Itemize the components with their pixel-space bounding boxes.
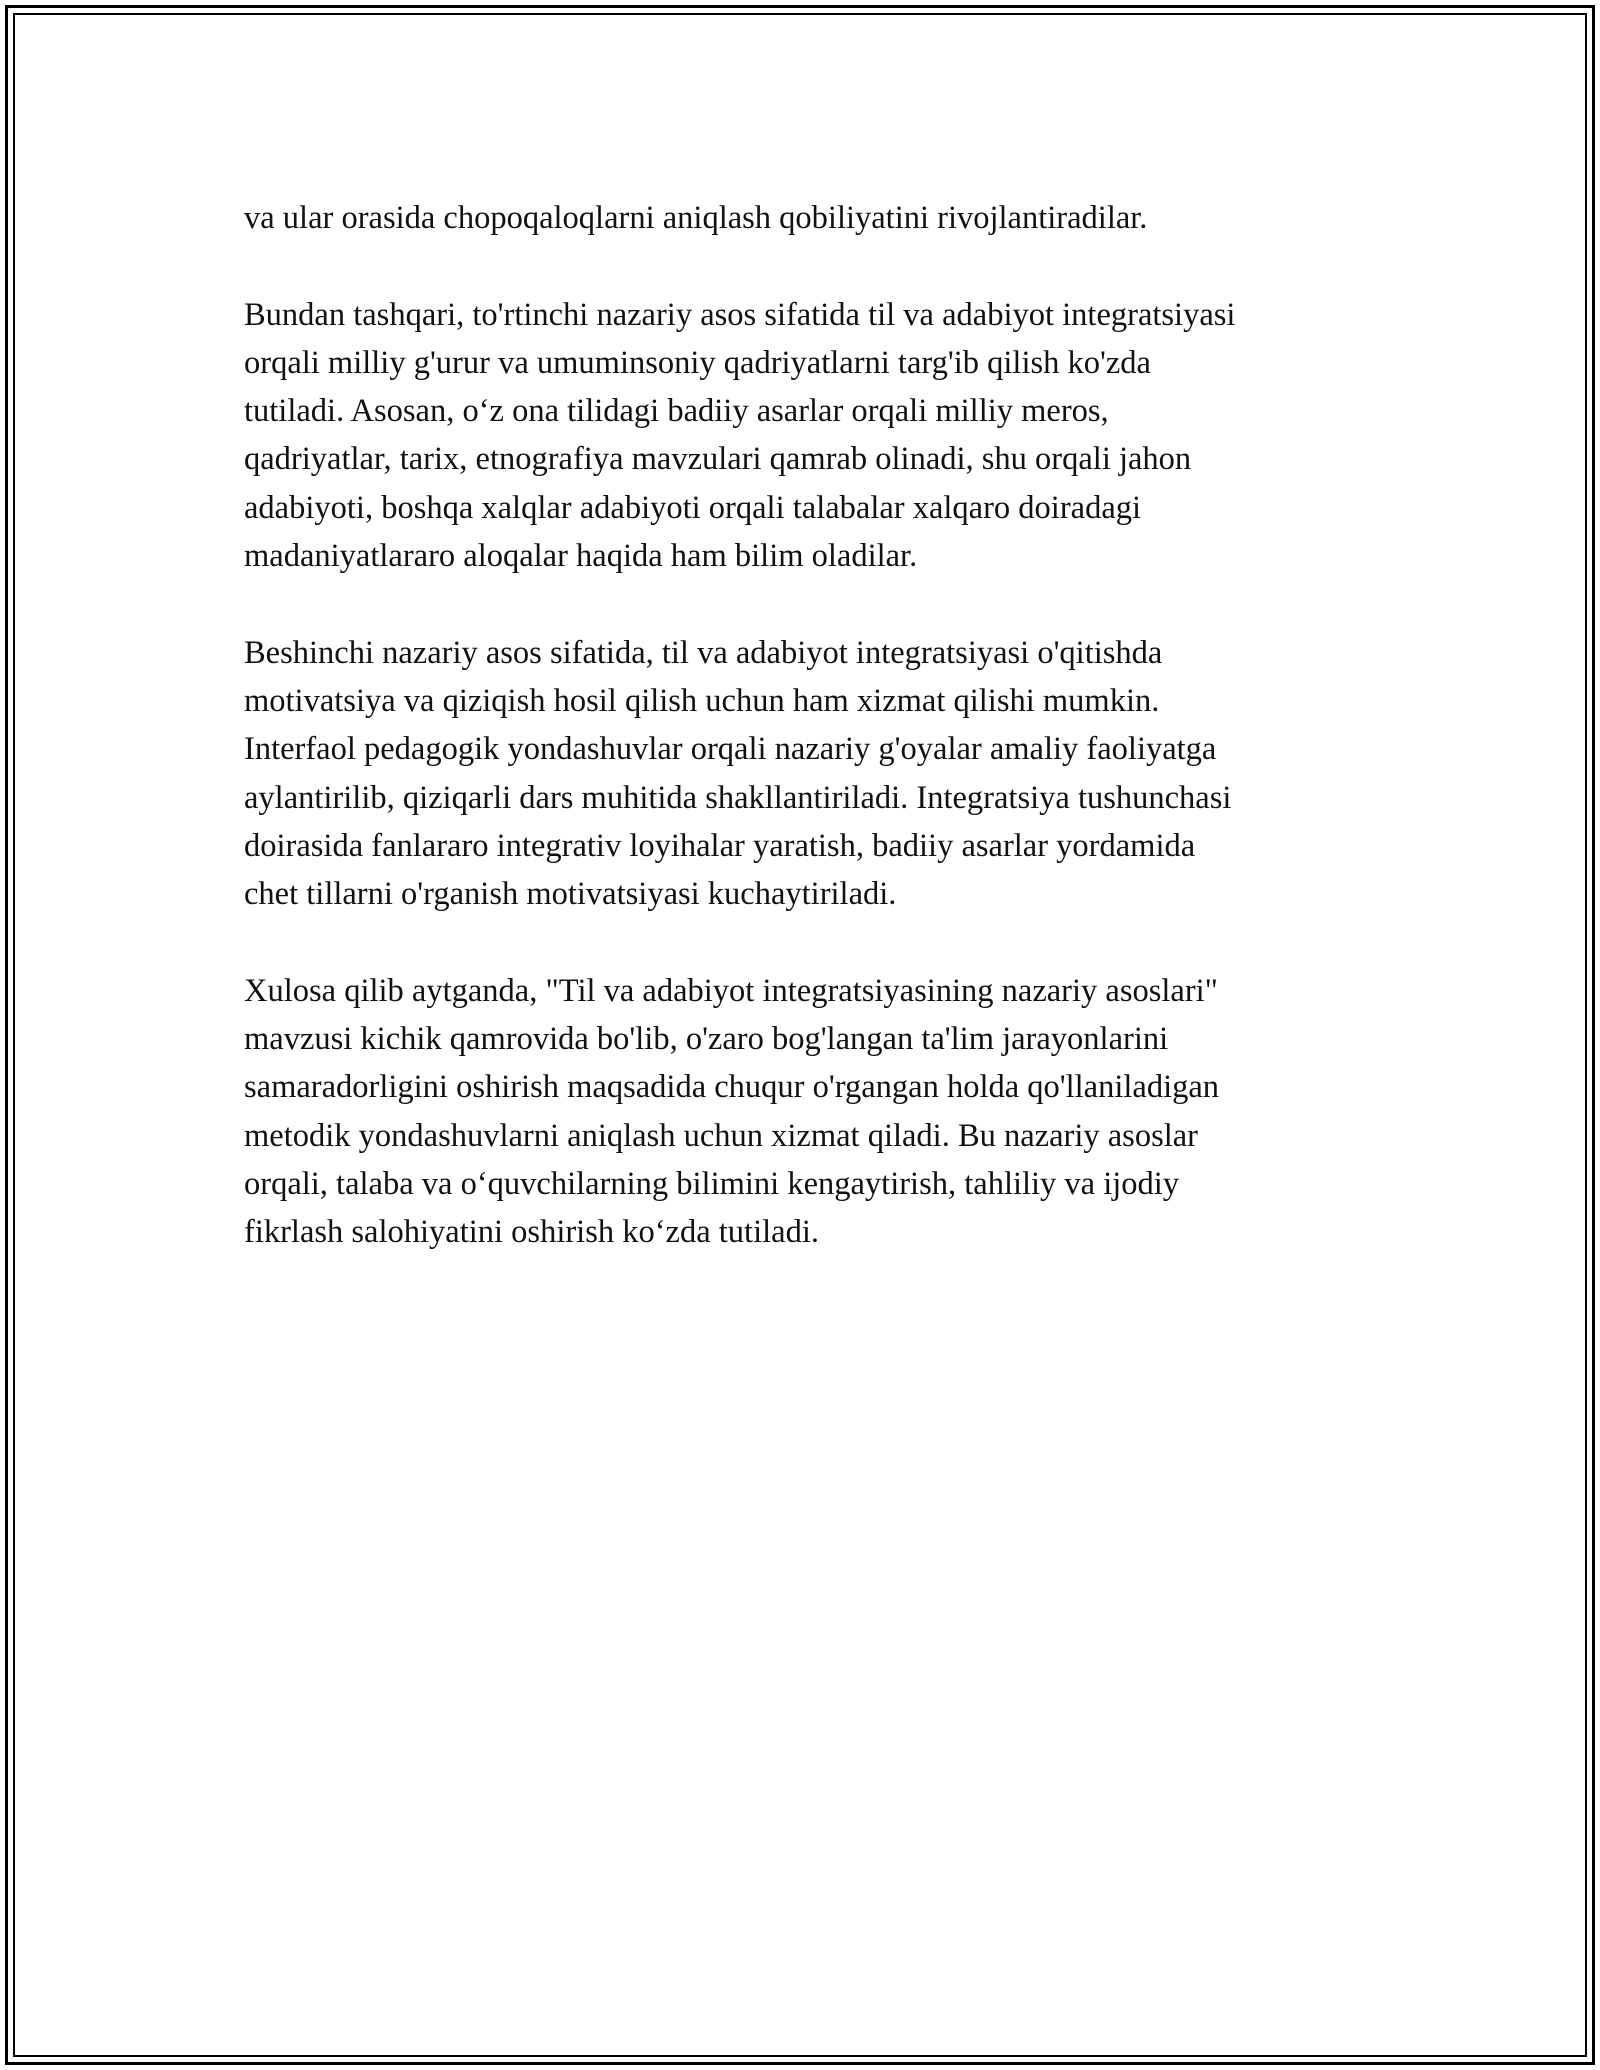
text-line: orqali milliy g'urur va umuminsoniy qadriyatlarni targ'ib qilish ko'zda bbox=[244, 344, 1151, 381]
text-line: chet tillarni o'rganish motivatsiyasi kuchaytiriladi. bbox=[244, 876, 897, 913]
document-body bbox=[244, 194, 1384, 1305]
text-line: Bundan tashqari, to'rtinchi nazariy asos sifatida til va adabiyot integratsiyasi bbox=[244, 296, 1236, 333]
text-line: orqali, talaba va o‘quvchilarning bilimini kengaytirish, tahliliy va ijodiy bbox=[244, 1165, 1180, 1202]
text-line: aylantirilib, qiziqarli dars muhitida shakllantiriladi. Integratsiya tushunchasi bbox=[244, 779, 1232, 816]
text-line: Xulosa qilib aytganda, "Til va adabiyot integratsiyasining nazariy asoslari" bbox=[244, 972, 1218, 1009]
text-line: mavzusi kichik qamrovida bo'lib, o'zaro bog'langan ta'lim jarayonlarini bbox=[244, 1021, 1169, 1058]
text-line: fikrlash salohiyatini oshirish ko‘zda tutiladi. bbox=[244, 1214, 819, 1251]
text-line: samaradorligini oshirish maqsadida chuqur o'rgangan holda qo'llaniladigan bbox=[244, 1069, 1220, 1106]
paragraph-4 bbox=[244, 967, 1384, 1257]
text-line: adabiyoti, boshqa xalqlar adabiyoti orqali talabalar xalqaro doiradagi bbox=[244, 489, 1142, 526]
text-line: madaniyatlararo aloqalar haqida ham bilim oladilar. bbox=[244, 538, 918, 575]
text-line: metodik yondashuvlarni aniqlash uchun xizmat qiladi. Bu nazariy asoslar bbox=[244, 1117, 1199, 1154]
page-frame bbox=[5, 5, 1595, 2065]
paragraph-3 bbox=[244, 629, 1384, 919]
text-line: Interfaol pedagogik yondashuvlar orqali nazariy g'oyalar amaliy faoliyatga bbox=[244, 731, 1217, 768]
text-line: doirasida fanlararo integrativ loyihalar yaratish, badiiy asarlar yordamida bbox=[244, 827, 1196, 864]
text-line: va ular orasida chopoqaloqlarni aniqlash qobiliyatini rivojlantiradilar. bbox=[244, 200, 1148, 236]
paragraph-1 bbox=[244, 194, 1384, 242]
text-line: motivatsiya va qiziqish hosil qilish uchun ham xizmat qilishi mumkin. bbox=[244, 682, 1160, 719]
text-line: qadriyatlar, tarix, etnografiya mavzulari qamrab olinadi, shu orqali jahon bbox=[244, 441, 1192, 478]
text-line: Beshinchi nazariy asos sifatida, til va adabiyot integratsiyasi o'qitishda bbox=[244, 634, 1163, 671]
text-line: tutiladi. Asosan, o‘z ona tilidagi badiiy asarlar orqali milliy meros, bbox=[244, 393, 1109, 430]
paragraph-2 bbox=[244, 291, 1384, 581]
